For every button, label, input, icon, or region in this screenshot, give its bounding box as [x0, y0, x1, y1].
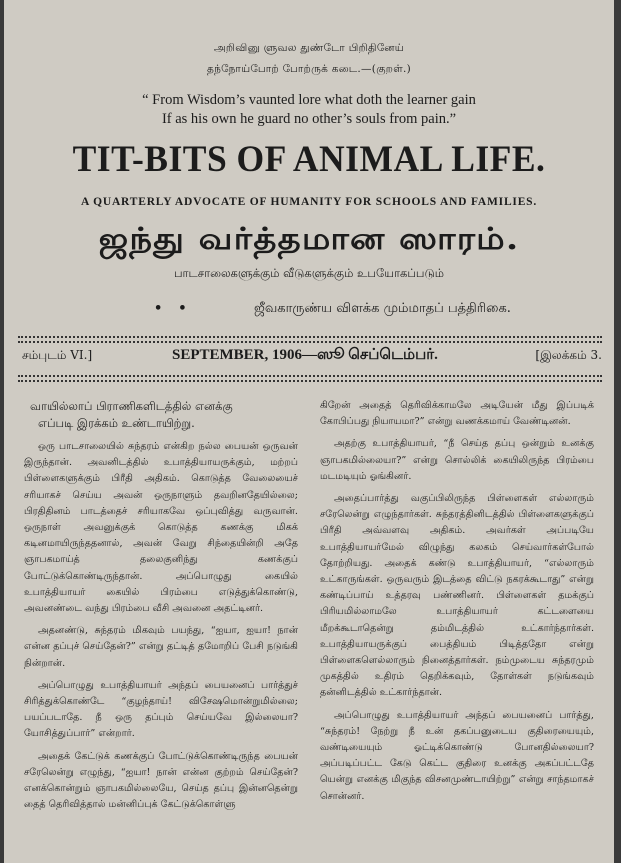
newspaper-page	[4, 0, 614, 863]
top-divider	[18, 336, 602, 343]
bottom-divider	[18, 375, 602, 382]
masthead-tamil-subtitle2-row	[154, 301, 574, 317]
paragraph: அதைப்பார்த்து வகுப்பிலிருந்த பிள்ளைகள் எல்லாரும் சரேலென்று எழுந்தார்கள். சுந்தரத்தினிடத்தில் பிள்ளைகளுக்குப் பிரீதி அவ்வளவு அதிகம். அவர்கள் அப்படியே உபாத்தியாயர்மேல் விழுந்து கலகம் செய்வார்கள்போல் தோற்றியது. அதைக் கண்டு உபாத்தியாயர், “எல்லாரும் உட்காருங்கள். ஒருவரும் இடத்தை விட்டு நகரக்கூடாது” என்று கண்டிப்பாய் உத்தரவு பண்ணினர். பிள்ளைகள் தமக்குப் பிரியமில்லாமலே உபாத்தியாயர் கட்டளையை மீறக்கூடாதென்று தம்மிடத்தில் உட்கார்ந்தார்கள். உபாத்தியாயருக்குப் பைத்தியம் பிடித்ததோ என்று பிள்ளைகளெல்லாரும் நினைத்தார்கள். நம்முடைய சுந்தரமும் முகத்தில் உதிரம் தெறிக்கவும், தோள்கள் நடுங்கவும் தன்னிடத்தில் உட்கார்ந்தான்.	[320, 493, 594, 699]
paragraph: அப்பொழுது உபாத்தியாயர் அந்தப் பையனைப் பார்த்து, “சுந்தரம்! நேற்று நீ உன் தகப்பனுடைய குதிரையையும், வண்டியையும் ஓட்டிக்கொண்டு போனதில்லையா? அப்படிப்பட்ட கேடு கெட்ட குதிரை உனக்கு அகப்பட்டதே யென்று எனக்கு மிகுந்த விசனமுண்டாயிற்று” என்று சாந்தமாகச் சொன்னர்.	[320, 709, 594, 802]
article-column-left	[24, 398, 298, 860]
article-column-right	[320, 398, 594, 860]
paragraph: ஒரு பாடசாலையில் சுந்தரம் என்கிற நல்ல பையன் ஒருவன் இருந்தான். அவனிடத்தில் உபாத்தியாயருக்கும், மற்றப் பிள்ளைகளுக்கும் பிரீதி அதிகம். கொடுத்த வேலையைச் சரியாகச் செய்ய அவன் ஒருநாளும் தவறினதேயில்லை; பிரதிதினம் பாடத்தைச் சரியாகவே ஒப்புவித்து வருவான். ஒருநாள் அவனுக்குக் கொடுத்த கணக்கு மிகக் கடினமாயிருந்ததனால், அவன் வேறு சிந்தையின்றி அதே ஞாபகமாய்த் தலைகுனிந்து கணக்குப் போட்டுக்கொண்டிருந்தான். அப்பொழுது கையில் உபாத்தியாயர் கையில் பிரம்பை எடுத்துக்கொண்டு, அவனண்டை வந்து பிரம்பை வீசி அவனை அதட்டினர்.	[24, 441, 298, 615]
article-heading-line1: வாயில்லாப் பிராணிகளிடத்தில் எனக்கு	[30, 399, 233, 413]
article-heading-line2: எப்படி இரக்கம் உண்டாயிற்று.	[38, 416, 195, 430]
issue-volume: சம்புடம் VI.]	[22, 348, 93, 362]
paragraph: அப்பொழுது உபாத்தியாயர் அந்தப் பையனைப் பார்த்துச் சிரித்துக்கொண்டே “குழந்தாய்! விசேஷமொன்றுமில்லை; பயப்படாதே. நீ ஒரு தப்பும் செய்யவே இல்லையா? யோசித்துப்பார்” என்றார்.	[24, 679, 298, 740]
masthead-subtitle: A QUARTERLY ADVOCATE OF HUMANITY FOR SCHOOLS AND FAMILIES.	[80, 196, 538, 208]
epigraph-english-line2: If as his own he guard no other’s souls from pain.”	[161, 111, 457, 127]
paragraph: அதற்கு உபாத்தியாயர், “நீ செய்த தப்பு ஒன்றும் உனக்கு ஞாபகமில்லையா?” என்று சொல்லிக் கையிலிருந்த பிரம்பை மடமடியும் ஓங்கினர்.	[320, 438, 594, 482]
masthead-tamil-title: ஜந்து வர்த்தமான ஸாரம்.	[98, 222, 520, 257]
issue-line	[22, 348, 602, 368]
masthead-tamil-subtitle1: பாடசாலைகளுக்கும் வீடுகளுக்கும் உபயோகப்படும்	[173, 266, 445, 280]
ornament-dots: ••	[154, 301, 203, 316]
paragraph: அதைக் கேட்டுக் கணக்குப் போட்டுக்கொண்டிருந்த பையன் சரேலென்று எழுந்து, “ஐயா! நான் என்ன குற்றம் செய்தேன்? எனக்கொன்றும் ஞாபகமில்லையே, செய்த தப்பு இன்னதென்று தைத் தெரிவித்தால் மன்னிப்புக் கேட்டுக்கொள்ளு	[24, 750, 298, 811]
article-heading	[24, 398, 298, 432]
issue-number: [இலக்கம் 3.	[535, 348, 602, 362]
masthead-tamil-subtitle2: ஜீவகாருண்ய விளக்க மும்மாதப் பத்திரிகை.	[254, 301, 511, 316]
paragraph: கிறேன் அதைத் தெரிவிக்காமலே அடியேன் மீது இப்படிக் கோபிப்பது நியாயமா?” என்று வணக்கமாய் வேண்டினன்.	[320, 400, 594, 428]
paragraph: அதனண்டு, சுந்தரம் மிகவும் பயந்து, “ஐயா, ஐயா! நான் என்ன தப்புச் செய்தேன்?” என்று தட்டித் தமோறிப் பேசி நடுங்கி நின்றான்.	[24, 625, 298, 669]
epigraph-english-line1: “ From Wisdom’s vaunted lore what doth the learner gain	[142, 92, 476, 108]
epigraph-tamil-line1: அறிவினு ளுவல துண்டோ பிறிதினேய்	[213, 42, 405, 54]
issue-date: SEPTEMBER, 1906—ஸூ செப்டெம்பர்.	[172, 347, 438, 363]
masthead-title: TIT-BITS OF ANIMAL LIFE.	[72, 139, 546, 180]
epigraph-tamil-line2: தந்நோய்போற் போற்ருக் கடை.—(குறள்.)	[206, 63, 412, 75]
